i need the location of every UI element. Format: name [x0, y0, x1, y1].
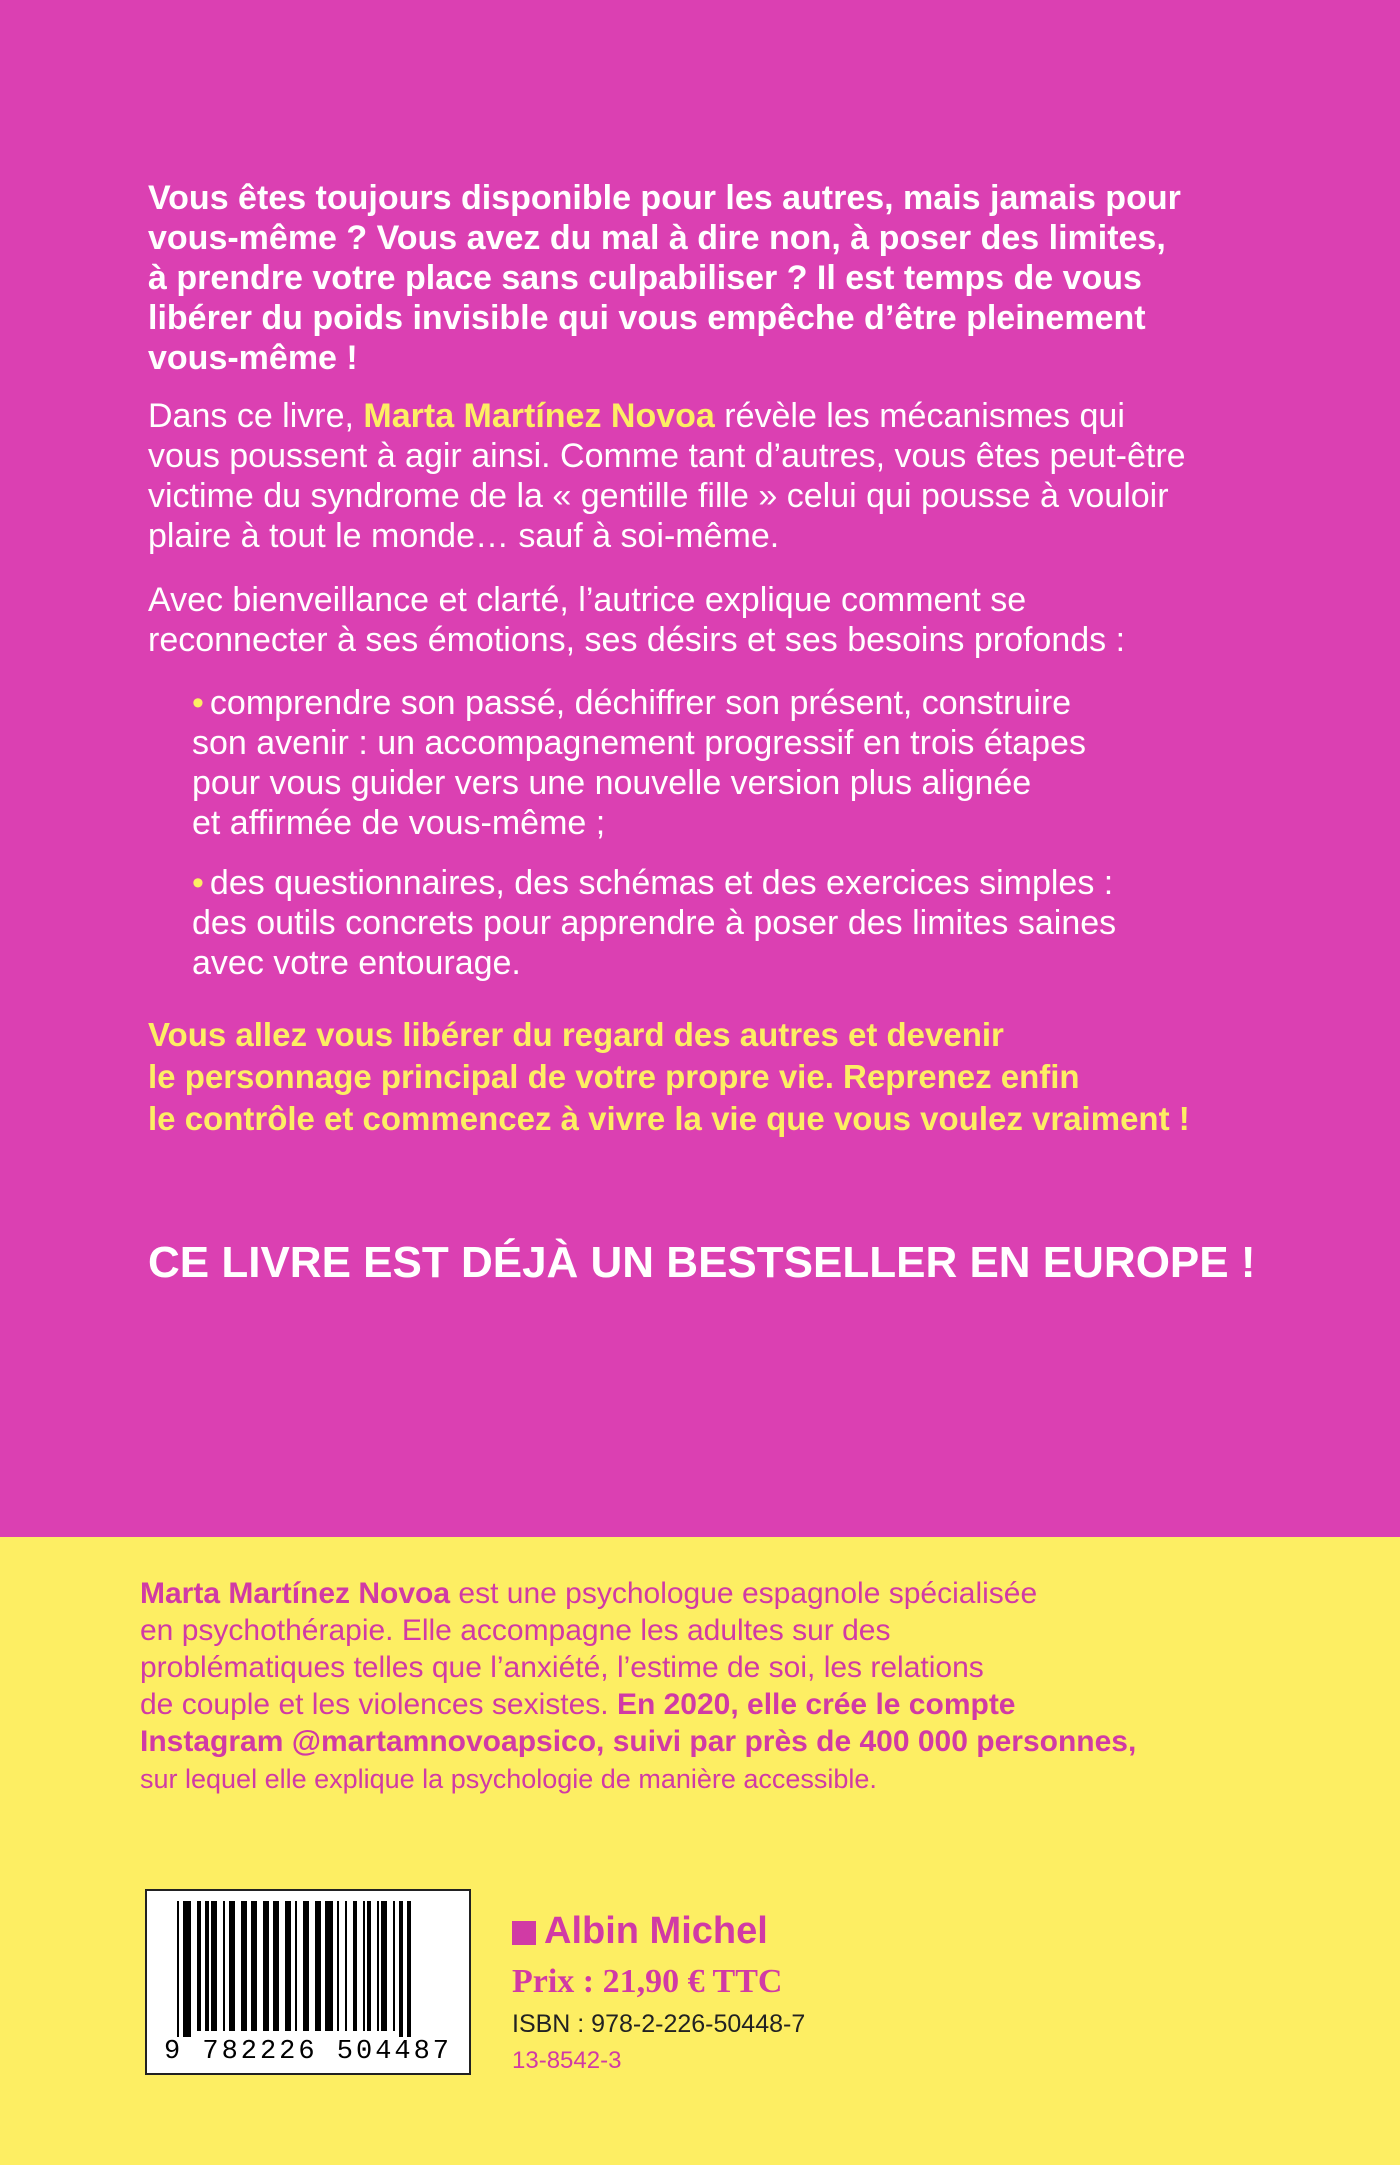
- barcode-bar: [377, 1901, 379, 2031]
- product-code: 13-8542-3: [512, 2047, 622, 2074]
- intro-paragraph: [148, 178, 1308, 378]
- barcode-bar: [251, 1901, 257, 2031]
- bullet-dot: •: [192, 684, 204, 722]
- bullet-line: pour vous guider vers une nouvelle version plus alignée: [192, 764, 1032, 802]
- barcode-bar: [183, 1901, 191, 2037]
- intro-line: Vous êtes toujours disponible pour les autres, mais jamais pour: [148, 179, 1181, 217]
- barcode-bar: [337, 1901, 339, 2031]
- intro-line: à prendre votre place sans culpabiliser ? Il est temps de vous: [148, 259, 1142, 297]
- barcode-bar: [285, 1901, 291, 2031]
- bio-line: de couple et les violences sexistes.: [140, 1688, 617, 1721]
- cta-line: le personnage principal de votre propre vie. Reprenez enfin: [148, 1058, 1080, 1095]
- barcode-bar: [263, 1901, 269, 2031]
- barcode-bar: [393, 1901, 395, 2031]
- barcode-bar: [363, 1901, 365, 2031]
- barcode-bar: [381, 1901, 387, 2031]
- para1-line: vous poussent à agir ainsi. Comme tant d’autres, vous êtes peut-être: [148, 437, 1186, 475]
- description-paragraph: [148, 396, 1308, 556]
- bio-bold-line: En 2020, elle crée le compte: [616, 1688, 1016, 1721]
- cta-line: le contrôle et commencez à vivre la vie que vous voulez vraiment !: [148, 1100, 1190, 1137]
- intro-line: libérer du poids invisible qui vous empêche d’être pleinement: [148, 299, 1146, 337]
- barcode-bar: [399, 1901, 403, 2037]
- barcode-bar: [223, 1901, 225, 2031]
- barcode-bar: [345, 1901, 347, 2031]
- para1-line: plaire à tout le monde… sauf à soi-même.: [148, 517, 780, 555]
- barcode-bar: [229, 1901, 235, 2031]
- bullet-line: son avenir : un accompagnement progressif en trois étapes: [192, 724, 1086, 762]
- bullet-line: et affirmée de vous-même ;: [192, 804, 606, 842]
- barcode-bar: [303, 1901, 309, 2031]
- publisher-logo-square: [512, 1921, 536, 1945]
- barcode-bar: [353, 1901, 357, 2031]
- para1-line: victime du syndrome de la « gentille fille » celui qui pousse à vouloir: [148, 477, 1169, 515]
- author-name-highlight: Marta Martínez Novoa: [363, 397, 715, 435]
- barcode-bar: [295, 1901, 297, 2031]
- barcode-bars: [147, 1891, 469, 2037]
- bullet-line: des questionnaires, des schémas et des exercices simples :: [209, 864, 1114, 902]
- bullet-line: avec votre entourage.: [192, 944, 521, 982]
- author-bio: [140, 1575, 1310, 1798]
- bio-line: en psychothérapie. Elle accompagne les adultes sur des: [140, 1614, 891, 1647]
- bullet-item: [192, 863, 1272, 983]
- barcode-bar: [211, 1901, 217, 2031]
- bestseller-headline: CE LIVRE EST DÉJÀ UN BESTSELLER EN EUROPE !: [148, 1238, 1256, 1287]
- bullet-dot: •: [192, 864, 204, 902]
- bio-author-name: Marta Martínez Novoa: [140, 1577, 451, 1610]
- intro-line: vous-même !: [148, 339, 358, 377]
- para2-line: Avec bienveillance et clarté, l’autrice explique comment se: [148, 581, 1027, 619]
- publisher-block: [512, 1910, 768, 1953]
- intro-line: vous-même ? Vous avez du mal à dire non, à poser des limites,: [148, 219, 1166, 257]
- bio-line: problématiques telles que l’anxiété, l’estime de soi, les relations: [140, 1651, 984, 1684]
- method-intro-paragraph: [148, 580, 1308, 660]
- barcode-bar: [367, 1901, 371, 2031]
- para2-line: reconnecter à ses émotions, ses désirs et ses besoins profonds :: [148, 621, 1126, 659]
- isbn: ISBN : 978-2-226-50448-7: [512, 2010, 806, 2038]
- barcode-bar: [325, 1901, 333, 2031]
- barcode-bar: [315, 1901, 321, 2031]
- barcode-bar: [197, 1901, 201, 2031]
- bio-line: est une psychologue espagnole spécialisée: [450, 1577, 1038, 1610]
- para1-prefix: Dans ce livre,: [148, 397, 364, 435]
- barcode-bar: [241, 1901, 247, 2031]
- barcode-bar: [273, 1901, 279, 2031]
- barcode-bar: [205, 1901, 209, 2031]
- bio-bold-line: Instagram @martamnovoapsico, suivi par près de 400 000 personnes,: [140, 1725, 1137, 1758]
- barcode-bar: [177, 1901, 179, 2037]
- bio-line: sur lequel elle explique la psychologie de manière accessible.: [140, 1764, 877, 1794]
- price: Prix : 21,90 € TTC: [512, 1963, 783, 2000]
- bullet-line: comprendre son passé, déchiffrer son présent, construire: [209, 684, 1072, 722]
- bullet-item: [192, 683, 1272, 843]
- barcode: [145, 1889, 471, 2075]
- bullet-line: des outils concrets pour apprendre à poser des limites saines: [192, 904, 1117, 942]
- publisher-name: Albin Michel: [544, 1910, 768, 1952]
- barcode-number: 9 782226 504487: [163, 2037, 453, 2067]
- cta-line: Vous allez vous libérer du regard des autres et devenir: [148, 1016, 1004, 1053]
- para1-line1-rest: révèle les mécanismes qui: [714, 397, 1125, 435]
- barcode-bar: [407, 1901, 411, 2037]
- call-to-action: [148, 1014, 1348, 1140]
